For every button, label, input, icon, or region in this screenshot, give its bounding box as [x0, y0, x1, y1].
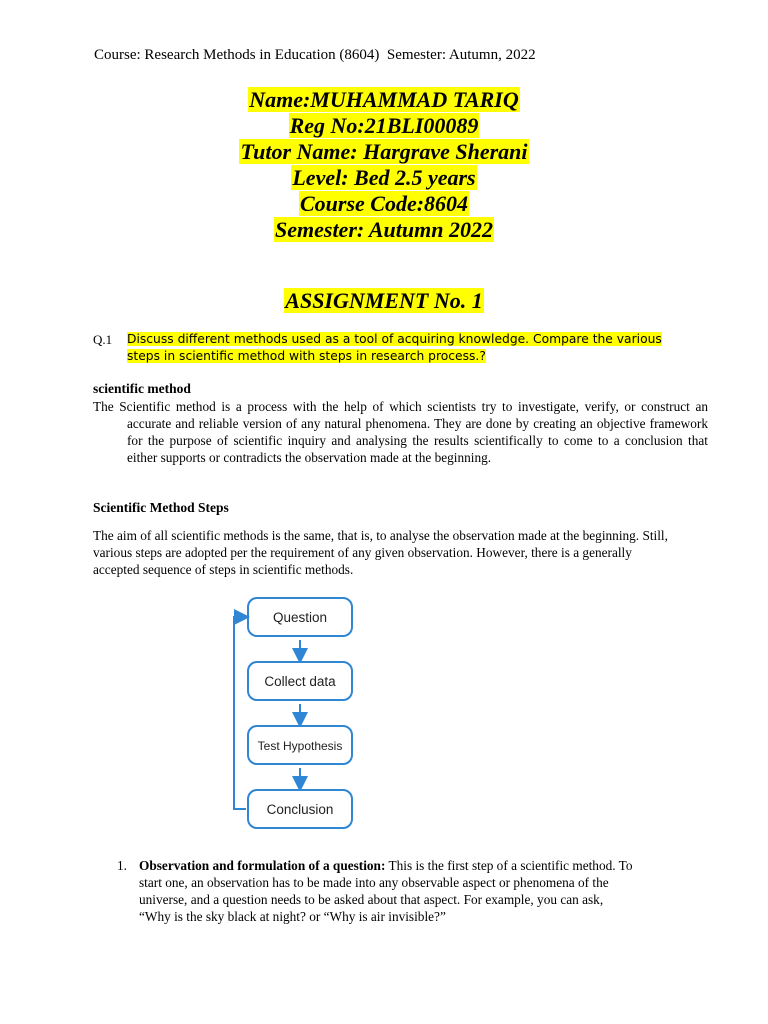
semester: Semester: Autumn 2022	[275, 217, 493, 242]
scientific-method-flowchart	[226, 592, 358, 832]
list-item-text: This is the first step of a scientific method. To start one, an observation has to be made into any observable aspect or phenomena of the universe, and a question needs to be asked about that aspect. For example, you can ask, “Why is the sky black at night? or “Why is air invisible?”	[139, 858, 633, 924]
section-heading-scientific-method: scientific method	[93, 381, 191, 396]
flow-step-label: Question	[272, 610, 328, 625]
list-item	[117, 857, 637, 925]
scientific-method-paragraph: The Scientific method is a process with the help of which scientists try to investigate, verify, or construct an accurate and reliable version of any natural phenomena. They are done by creating an objective framework for the purpose of scientific inquiry and analysing the results scientifically to come to a conclusion that either supports or contradicts the observation made at the beginning.	[93, 399, 708, 465]
question-text: Discuss different methods used as a tool of acquiring knowledge. Compare the various steps in scientific method with steps in research process.?	[127, 332, 662, 363]
student-info-block	[0, 87, 768, 243]
question-1	[93, 331, 678, 365]
flow-step-label: Collect data	[264, 674, 336, 689]
flow-step-label: Test Hypothesis	[257, 739, 343, 753]
list-item-title: Observation and formulation of a question:	[139, 858, 386, 873]
registration-number: Reg No:21BLI00089	[289, 113, 479, 138]
assignment-title: ASSIGNMENT No. 1	[285, 288, 483, 313]
list-number: 1.	[117, 858, 127, 873]
method-steps-paragraph: The aim of all scientific methods is the same, that is, to analyse the observation made at the beginning. Still, various steps are adopted per the requirement of any given observation. However, there is a generally accepted sequence of steps in scientific methods.	[93, 528, 668, 577]
student-name: Name:MUHAMMAD TARIQ	[249, 87, 519, 112]
course-header: Course: Research Methods in Education (8604) Semester: Autumn, 2022	[94, 47, 536, 63]
flow-step-label: Conclusion	[266, 802, 334, 817]
flow-loop-arrow	[234, 617, 246, 809]
section-heading-method-steps: Scientific Method Steps	[93, 500, 229, 515]
tutor-name: Tutor Name: Hargrave Sherani	[240, 139, 528, 164]
level: Level: Bed 2.5 years	[292, 165, 476, 190]
question-number: Q.1	[93, 332, 113, 347]
steps-list	[117, 857, 637, 925]
course-code: Course Code:8604	[299, 191, 469, 216]
